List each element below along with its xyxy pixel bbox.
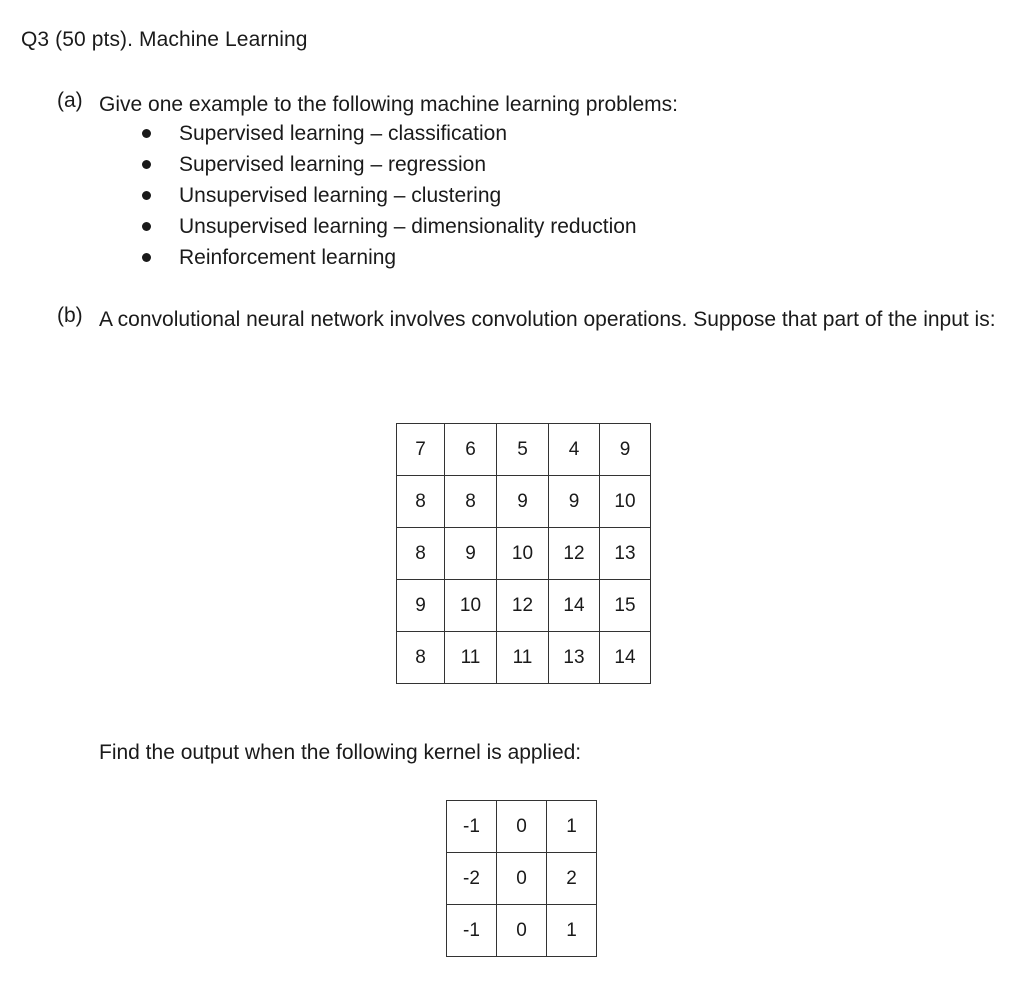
- kernel-cell: -1: [447, 801, 497, 853]
- bullet-icon: [142, 160, 151, 169]
- table-row: [397, 632, 651, 684]
- matrix-cell: 10: [497, 528, 549, 580]
- matrix-cell: 9: [397, 580, 445, 632]
- table-row: [397, 476, 651, 528]
- matrix-cell: 11: [497, 632, 549, 684]
- bullet-icon: [142, 222, 151, 231]
- list-item: [140, 149, 637, 180]
- kernel-matrix: [446, 800, 597, 957]
- kernel-cell: 0: [497, 853, 547, 905]
- list-item: [140, 242, 637, 273]
- matrix-cell: 7: [397, 424, 445, 476]
- list-item: [140, 211, 637, 242]
- part-a-prompt: Give one example to the following machine learning problems:: [99, 93, 678, 116]
- matrix-cell: 15: [600, 580, 651, 632]
- input-matrix: [396, 423, 651, 684]
- kernel-cell: 1: [547, 905, 597, 957]
- table-row: [447, 905, 597, 957]
- bullet-icon: [142, 191, 151, 200]
- matrix-cell: 13: [549, 632, 600, 684]
- list-item: [140, 118, 637, 149]
- kernel-cell: -2: [447, 853, 497, 905]
- matrix-cell: 12: [549, 528, 600, 580]
- kernel-cell: 2: [547, 853, 597, 905]
- matrix-cell: 10: [600, 476, 651, 528]
- list-item-text: Supervised learning – regression: [179, 153, 487, 176]
- matrix-cell: 8: [445, 476, 497, 528]
- table-row: [397, 424, 651, 476]
- matrix-cell: 6: [445, 424, 497, 476]
- part-a-label: (a): [57, 89, 83, 112]
- matrix-cell: 13: [600, 528, 651, 580]
- matrix-cell: 9: [445, 528, 497, 580]
- bullet-icon: [142, 253, 151, 262]
- kernel-cell: 1: [547, 801, 597, 853]
- bullet-icon: [142, 129, 151, 138]
- matrix-cell: 12: [497, 580, 549, 632]
- matrix-cell: 14: [600, 632, 651, 684]
- list-item-text: Reinforcement learning: [179, 246, 397, 269]
- question-title: Q3 (50 pts). Machine Learning: [21, 28, 308, 51]
- matrix-cell: 11: [445, 632, 497, 684]
- matrix-cell: 9: [497, 476, 549, 528]
- kernel-cell: 0: [497, 801, 547, 853]
- matrix-cell: 10: [445, 580, 497, 632]
- table-row: [447, 853, 597, 905]
- matrix-cell: 9: [600, 424, 651, 476]
- kernel-cell: -1: [447, 905, 497, 957]
- list-item-text: Supervised learning – classification: [179, 122, 508, 145]
- matrix-cell: 4: [549, 424, 600, 476]
- matrix-cell: 8: [397, 476, 445, 528]
- table-row: [447, 801, 597, 853]
- list-item: [140, 180, 637, 211]
- matrix-cell: 8: [397, 632, 445, 684]
- ml-problem-list: [140, 118, 637, 273]
- part-b-label: (b): [57, 304, 83, 327]
- table-row: [397, 528, 651, 580]
- part-b-prompt: A convolutional neural network involves convolution operations. Suppose that part of the input is:: [99, 308, 996, 331]
- list-item-text: Unsupervised learning – clustering: [179, 184, 502, 207]
- table-row: [397, 580, 651, 632]
- list-item-text: Unsupervised learning – dimensionality reduction: [179, 215, 637, 238]
- kernel-prompt: Find the output when the following kernel is applied:: [99, 741, 582, 764]
- matrix-cell: 9: [549, 476, 600, 528]
- matrix-cell: 14: [549, 580, 600, 632]
- matrix-cell: 5: [497, 424, 549, 476]
- kernel-cell: 0: [497, 905, 547, 957]
- matrix-cell: 8: [397, 528, 445, 580]
